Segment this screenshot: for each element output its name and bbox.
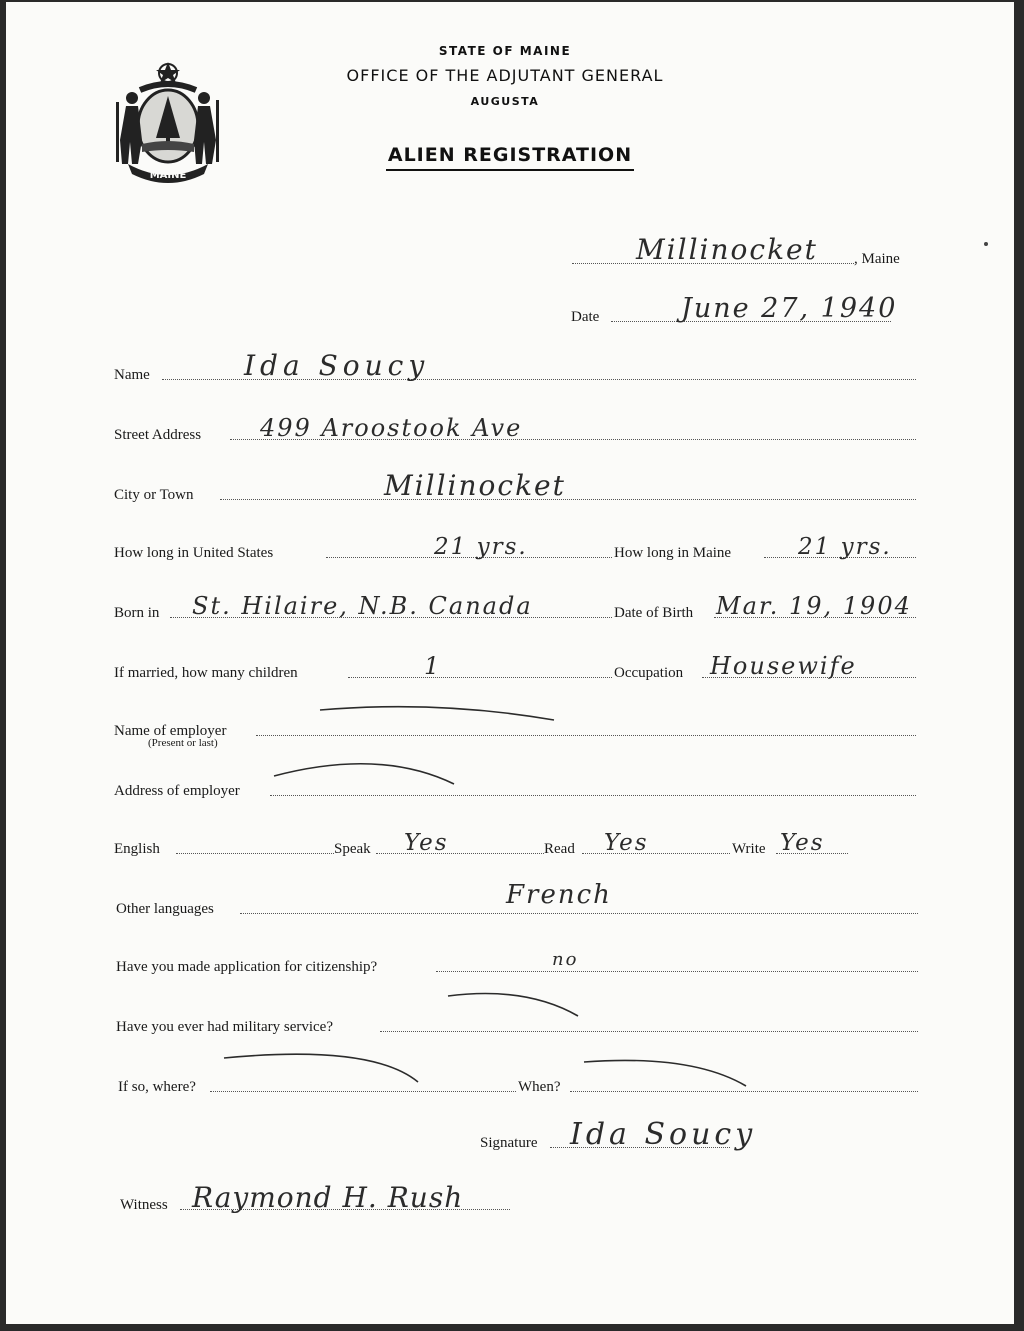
- write-label: Write: [732, 841, 766, 857]
- citizenship-row: [116, 946, 918, 976]
- street-value[interactable]: 499 Aroostook Ave: [260, 414, 523, 442]
- citizenship-value[interactable]: no: [552, 949, 579, 970]
- signature-value[interactable]: Ida Soucy: [570, 1117, 757, 1152]
- name-label: Name: [114, 367, 150, 383]
- children-value[interactable]: 1: [424, 652, 442, 680]
- when-line: [570, 1091, 918, 1092]
- english-label: English: [114, 841, 160, 857]
- dob-label: Date of Birth: [614, 605, 694, 621]
- speak-value[interactable]: Yes: [404, 830, 449, 856]
- employer-sublabel: (Present or last): [148, 737, 218, 749]
- military-label: Have you ever had military service?: [116, 1019, 333, 1035]
- location-suffix: , Maine: [854, 251, 900, 267]
- born-value[interactable]: St. Hilaire, N.B. Canada: [192, 592, 533, 620]
- citizenship-line: [436, 971, 918, 972]
- us-years-label: How long in United States: [114, 545, 274, 561]
- read-label: Read: [544, 841, 575, 857]
- born-label: Born in: [114, 605, 160, 621]
- name-row: [114, 349, 916, 384]
- city-row: [114, 469, 916, 504]
- where-blank-stroke: [222, 1046, 422, 1086]
- employer-line: [256, 735, 916, 736]
- languages-label: Other languages: [116, 901, 214, 917]
- us-years-value[interactable]: 21 yrs.: [434, 534, 528, 560]
- military-line: [380, 1031, 918, 1032]
- witness-value[interactable]: Raymond H. Rush: [192, 1181, 464, 1214]
- employer-address-line: [270, 795, 916, 796]
- street-label: Street Address: [114, 427, 202, 443]
- witness-row: [120, 1181, 520, 1214]
- employer-label: Name of employer: [114, 723, 227, 739]
- dob-value[interactable]: Mar. 19, 1904: [716, 592, 912, 620]
- signature-row: [480, 1117, 780, 1152]
- residence-row: [114, 532, 916, 562]
- languages-line: [240, 913, 918, 914]
- write-value[interactable]: Yes: [780, 830, 825, 856]
- city-label: City or Town: [114, 487, 194, 503]
- city-value[interactable]: Millinocket: [384, 469, 566, 502]
- employer-blank-stroke: [318, 700, 558, 730]
- where-line: [210, 1091, 516, 1092]
- occupation-label: Occupation: [614, 665, 684, 681]
- date-value[interactable]: June 27, 1940: [681, 293, 898, 324]
- employer-address-label: Address of employer: [114, 783, 240, 799]
- birth-row: [114, 592, 936, 622]
- citizenship-label: Have you made application for citizenship?: [116, 959, 378, 975]
- languages-row: [116, 880, 918, 918]
- header-office: OFFICE OF THE ADJUTANT GENERAL: [346, 66, 664, 85]
- signature-label: Signature: [480, 1135, 538, 1151]
- svg-text:MAINE: MAINE: [149, 170, 187, 181]
- witness-label: Witness: [120, 1197, 168, 1213]
- stray-mark: [984, 242, 988, 246]
- children-line: [348, 677, 612, 678]
- city-line: [220, 499, 916, 500]
- date-row: [571, 293, 916, 326]
- military-row: [116, 1006, 918, 1036]
- maine-years-label: How long in Maine: [614, 545, 732, 561]
- name-value[interactable]: Ida Soucy: [244, 349, 430, 382]
- header-city: AUGUSTA: [470, 95, 540, 108]
- languages-value[interactable]: French: [506, 880, 612, 910]
- form-title: ALIEN REGISTRATION: [6, 144, 1014, 166]
- read-value[interactable]: Yes: [604, 830, 649, 856]
- when-blank-stroke: [582, 1056, 752, 1090]
- employer-row: [114, 710, 916, 740]
- street-row: [114, 414, 916, 444]
- location-value[interactable]: Millinocket: [636, 233, 818, 266]
- occupation-value[interactable]: Housewife: [710, 652, 857, 680]
- family-row: [114, 652, 916, 682]
- service-row: [118, 1066, 918, 1096]
- employer-address-blank-stroke: [270, 752, 460, 788]
- employer-address-row: [114, 770, 916, 800]
- children-label: If married, how many children: [114, 665, 298, 681]
- alien-registration-form: [6, 2, 1014, 1324]
- military-blank-stroke: [446, 986, 586, 1022]
- date-label: Date: [571, 309, 600, 325]
- where-label: If so, where?: [118, 1079, 196, 1095]
- location-row: [566, 233, 916, 268]
- speak-line: [376, 853, 544, 854]
- english-row: [114, 828, 859, 858]
- header-state: STATE OF MAINE: [438, 44, 572, 58]
- maine-years-value[interactable]: 21 yrs.: [798, 534, 892, 560]
- speak-label: Speak: [334, 841, 371, 857]
- english-line: [176, 853, 334, 854]
- when-label: When?: [518, 1079, 561, 1095]
